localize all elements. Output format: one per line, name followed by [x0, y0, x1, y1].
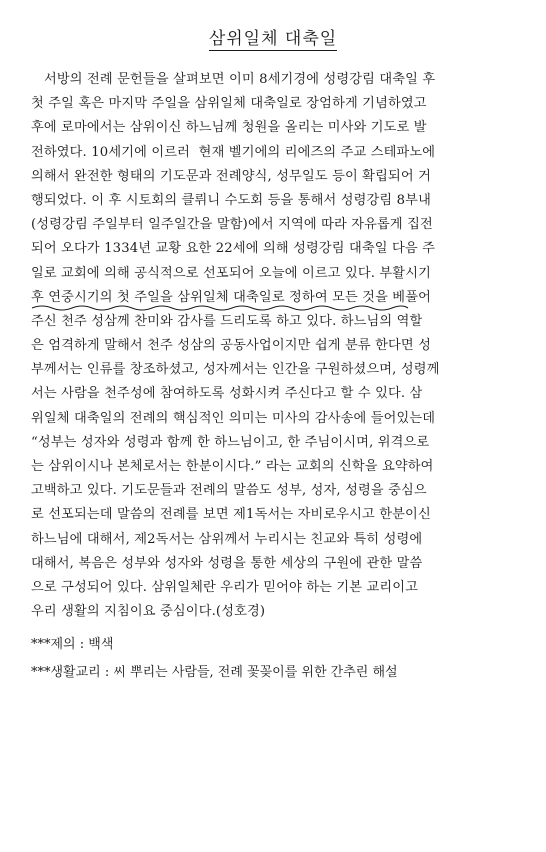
document-title-text: 삼위일체 대축일	[209, 24, 337, 51]
body-line: 되어 오다가 1334년 교황 요한 22세에 의해 성령강림 대축일 다음 주	[31, 241, 435, 257]
body-line: 고백하고 있다. 기도문들과 전례의 말씀도 성부, 성자, 성령을 중심으	[31, 483, 427, 499]
body-line: 일로 교회에 의해 공식적으로 선포되어 오늘에 이르고 있다. 부활시기	[31, 265, 431, 281]
body-line: 서방의 전례 문헌들을 살펴보면 이미 8세기경에 성령강림 대축일 후	[31, 72, 436, 87]
body-line: (성령강림 주일부터 일주일간을 말함)에서 지역에 따라 자유롭게 집전	[31, 217, 433, 233]
body-line: 전하였다. 10세기에 이르러 현재 벨기에의 리에즈의 주교 스테파노에	[31, 144, 436, 160]
body-line: 후 연중시기의 첫 주일을 삼위일체 대축일로 정하여 모든 것을 베풀어	[31, 289, 431, 305]
body-line: 의해서 완전한 형태의 기도문과 전례양식, 성무일도 등이 확립되어 거	[31, 168, 431, 184]
document-body	[31, 68, 525, 624]
body-line: 는 삼위이시나 본체로서는 한분이시다.” 라는 교회의 신학을 요약하여	[31, 459, 434, 474]
body-line: 로 선포되는데 말씀의 전례를 보면 제1독서는 자비로우시고 한분이신	[31, 507, 431, 523]
document-title	[0, 24, 546, 51]
body-line: 우리 생활의 지침이요 중심이다.(성호경)	[31, 604, 266, 620]
body-line: 으로 구성되어 있다. 삼위일체란 우리가 믿어야 하는 기본 교리이고	[31, 579, 419, 595]
body-line: 행되었다. 이 후 시토회의 클뤼니 수도회 등을 통해서 성령강림 8부내	[31, 192, 431, 208]
footer-liturgy-lesson: ***생활교리 : 씨 뿌리는 사람들, 전례 꽃꽂이를 위한 간추린 해설	[31, 665, 398, 680]
body-line: 서는 사람을 천주성에 참여하도록 성화시켜 주신다고 할 수 있다. 삼	[31, 386, 423, 402]
body-line: 하느님에 대해서, 제2독서는 삼위께서 누리시는 친교와 특히 성령에	[31, 531, 423, 547]
footer-vestment-color: ***제의 : 백색	[31, 637, 114, 652]
body-line: 부께서는 인류를 창조하셨고, 성자께서는 인간을 구원하셨으며, 성령께	[31, 362, 440, 378]
body-line: 은 엄격하게 말해서 천주 성삼의 공동사업이지만 쉽게 분류 한다면 성	[31, 338, 431, 354]
body-line: 위일체 대축일의 전례의 핵심적인 의미는 미사의 감사송에 들어있는데	[31, 410, 436, 426]
body-line: 첫 주일 혹은 마지막 주일을 삼위일체 대축일로 장엄하게 기념하였고	[31, 96, 427, 112]
body-line: “성부는 성자와 성령과 함께 한 하느님이고, 한 주님이시며, 위격으로	[31, 434, 430, 450]
body-line: 대해서, 복음은 성부와 성자와 성령을 통한 세상의 구원에 관한 말씀	[31, 555, 423, 571]
body-line: 후에 로마에서는 삼위이신 하느님께 청원을 올리는 미사와 기도로 발	[31, 120, 427, 136]
body-line: 주신 천주 성삼께 찬미와 감사를 드리도록 하고 있다. 하느님의 역할	[31, 313, 423, 329]
